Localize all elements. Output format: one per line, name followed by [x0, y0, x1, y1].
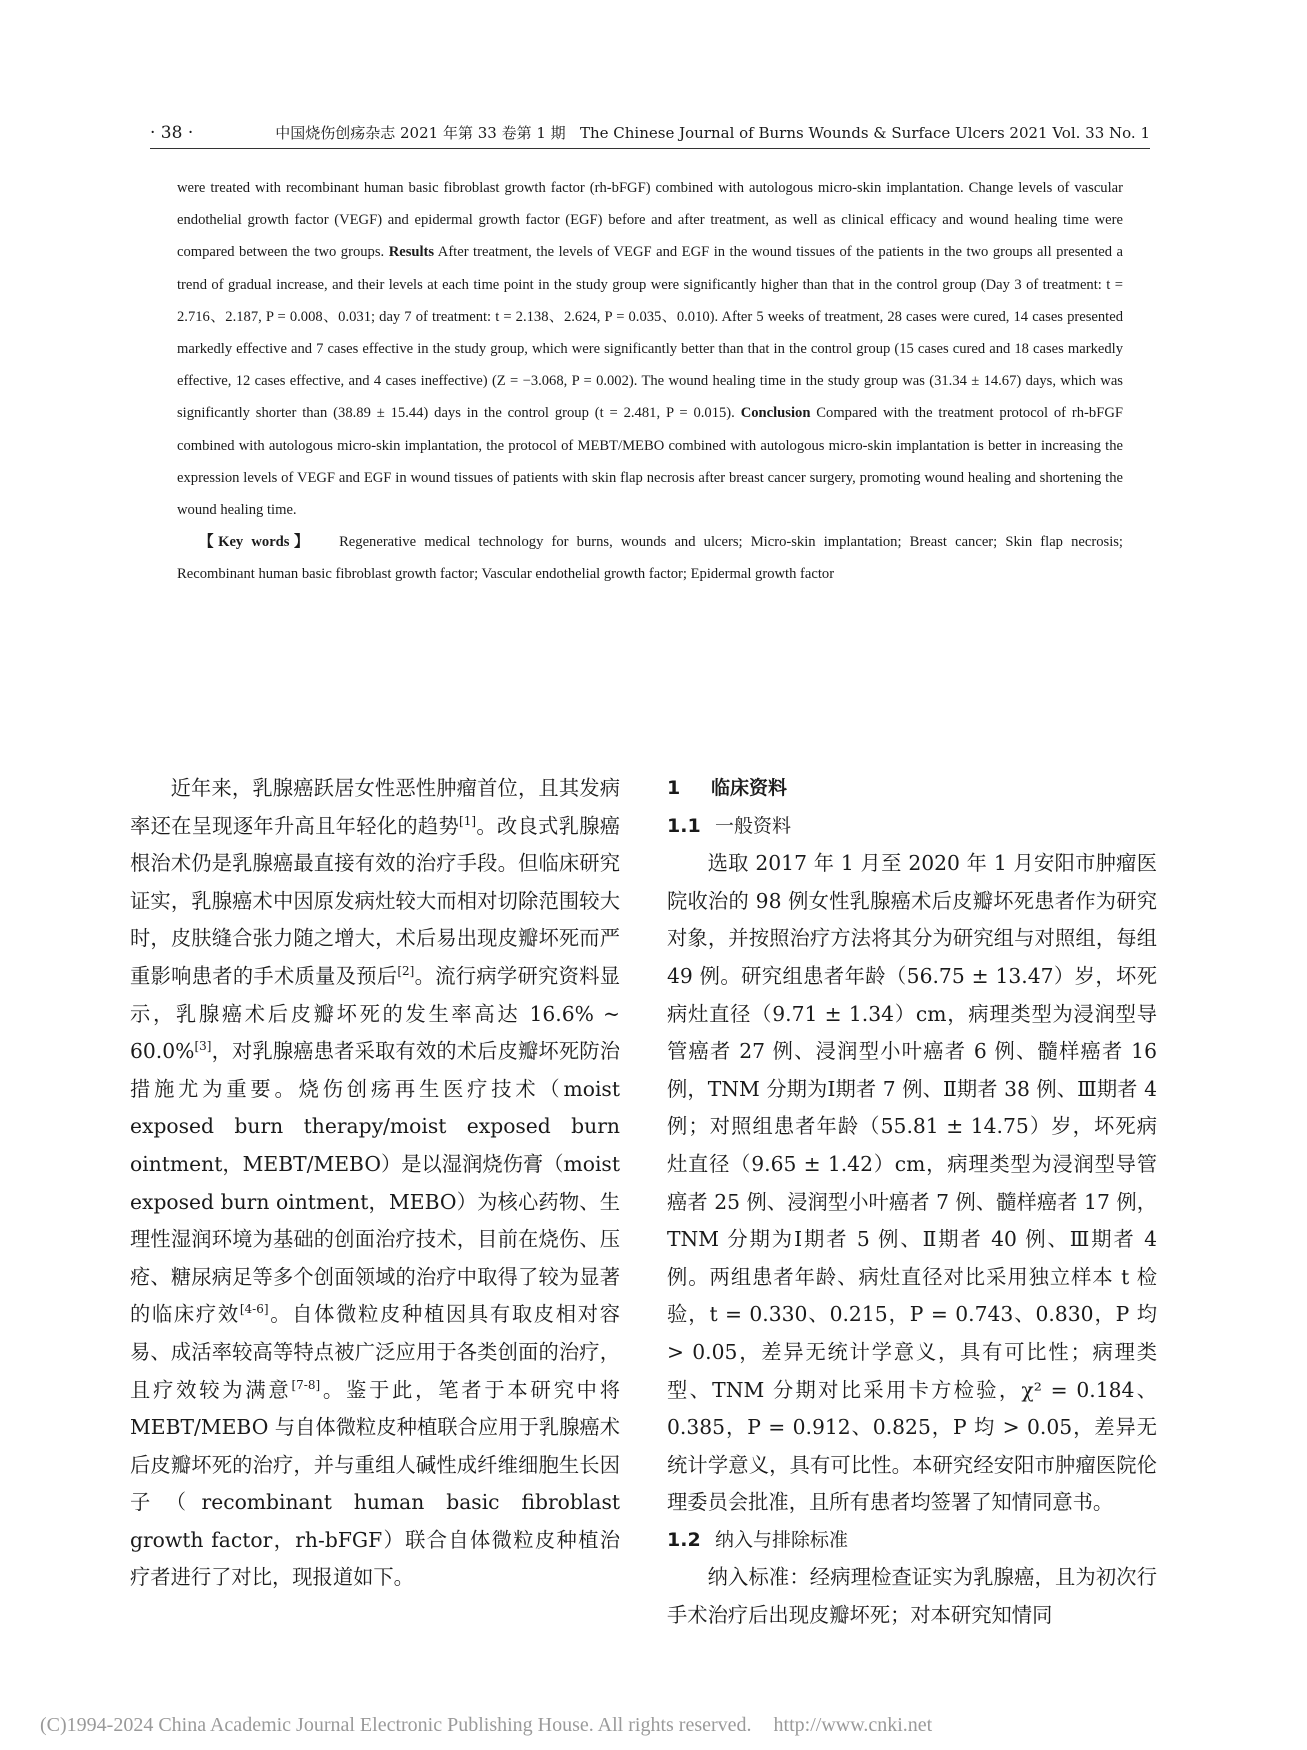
cnki-url[interactable]: http://www.cnki.net	[773, 1714, 933, 1736]
citation-3: [3]	[194, 1039, 212, 1054]
general-data-paragraph: 选取 2017 年 1 月至 2020 年 1 月安阳市肿瘤医院收治的 98 例女性乳腺癌术后皮瓣坏死患者作为研究对象，并按照治疗方法将其分为研究组与对照组，每组 49 例。研究组患者年龄（56.75 ± 13.47）岁，坏死病灶直径（9.71 ± 1.34）cm，病理类型为浸润型导管癌者 27 例、浸润型小叶癌者 6 例、髓样癌者 16 例，TNM 分期为Ⅰ期者 7 例、Ⅱ期者 38 例、Ⅲ期者 4 例；对照组患者年龄（55.81 ± 14.75）岁，坏死病灶直径（9.65 ± 1.42）cm，病理类型为浸润型导管癌者 25 例、浸润型小叶癌者 7 例、髓样癌者 17 例，TNM 分期为Ⅰ期者 5 例、Ⅱ期者 40 例、Ⅲ期者 4 例。两组患者年龄、病灶直径对比采用独立样本 t 检验，t = 0.330、0.215，P = 0.743、0.830，P 均 > 0.05，差异无统计学意义，具有可比性；病理类型、TNM 分期对比采用卡方检验，χ² = 0.184、0.385，P = 0.912、0.825，P 均 > 0.05，差异无统计学意义，具有可比性。本研究经安阳市肿瘤医院伦理委员会批准，且所有患者均签署了知情同意书。	[667, 851, 1157, 1515]
journal-name-cn: 中国烧伤创疡杂志 2021 年第 33 卷第 1 期	[275, 124, 566, 142]
keywords-text: Regenerative medical technology for burns, wounds and ulcers; Micro-skin implantation; Breast cancer; Skin flap necrosis; Recombinant human basic fibroblast growth factor; Vascular endothelial growth factor; Epidermal growth factor	[177, 534, 1123, 583]
citation-1: [1]	[459, 813, 477, 828]
criteria-paragraph: 纳入标准：经病理检查证实为乳腺癌，且为初次行手术治疗后出现皮瓣坏死；对本研究知情同	[667, 1565, 1157, 1628]
abstract-english	[177, 172, 1123, 591]
section-heading-clinical-data: 1 临床资料	[667, 777, 788, 799]
citation-7-8: [7-8]	[291, 1377, 321, 1392]
citation-4-6: [4-6]	[239, 1302, 269, 1317]
body-column-left	[130, 770, 620, 1597]
keywords-label: 【Key words】	[199, 534, 314, 551]
intro-paragraph: 近年来，乳腺癌跃居女性恶性肿瘤首位，且其发病率还在呈现逐年升高且年轻化的趋势[1]。改良式乳腺癌根治术仍是乳腺癌最直接有效的治疗手段。但临床研究证实，乳腺癌术中因原发病灶较大而相对切除范围较大时，皮肤缝合张力随之增大，术后易出现皮瓣坏死而严重影响患者的手术质量及预后[2]。流行病学研究资料显示，乳腺癌术后皮瓣坏死的发生率高达 16.6% ~ 60.0%[3]，对乳腺癌患者采取有效的术后皮瓣坏死防治措施尤为重要。烧伤创疡再生医疗技术（moist exposed burn therapy/moist exposed burn ointment，MEBT/MEBO）是以湿润烧伤膏（moist exposed burn ointment，MEBO）为核心药物、生理性湿润环境为基础的创面治疗技术，目前在烧伤、压疮、糖尿病足等多个创面领域的治疗中取得了较为显著的临床疗效[4-6]。自体微粒皮种植因具有取皮相对容易、成活率较高等特点被广泛应用于各类创面的治疗，且疗效较为满意[7-8]。鉴于此，笔者于本研究中将 MEBT/MEBO 与自体微粒皮种植联合应用于乳腺癌术后皮瓣坏死的治疗，并与重组人碱性成纤维细胞生长因子（recombinant human basic fibroblast growth factor，rh-bFGF）联合自体微粒皮种植治疗者进行了对比，现报道如下。	[130, 776, 620, 1590]
citation-2: [2]	[397, 964, 415, 979]
keywords	[177, 526, 1123, 590]
journal-info	[275, 118, 1150, 148]
abstract-paragraph: were treated with recombinant human basic fibroblast growth factor (rh-bFGF) combined with autologous micro-skin implantation. Change levels of vascular endothelial growth factor (VEGF) and epidermal growth factor (EGF) before and after treatment, as well as clinical efficacy and wound healing time were compared between the two groups. Results After treatment, the levels of VEGF and EGF in the wound tissues of the patients in the two groups all presented a trend of gradual increase, and their levels at each time point in the study group were significantly higher than that in the control group (Day 3 of treatment: t = 2.716、2.187, P = 0.008、0.031; day 7 of treatment: t = 2.138、2.624, P = 0.035、0.010). After 5 weeks of treatment, 28 cases were cured, 14 cases presented markedly effective and 7 cases effective in the study group, which were significantly better than that in the control group (15 cases cured and 18 cases markedly effective, 12 cases effective, and 4 cases ineffective) (Z = −3.068, P = 0.002). The wound healing time in the study group was (31.34 ± 14.67) days, which was significantly shorter than (38.89 ± 15.44) days in the control group (t = 2.481, P = 0.015). Conclusion Compared with the treatment protocol of rh-bFGF combined with autologous micro-skin implantation, the protocol of MEBT/MEBO combined with autologous micro-skin implantation is better in increasing the expression levels of VEGF and EGF in wound tissues of patients with skin flap necrosis after breast cancer surgery, promoting wound healing and shortening the wound healing time.	[177, 180, 1123, 519]
running-header	[150, 118, 1150, 149]
body-column-right	[667, 770, 1157, 1635]
journal-name-en: The Chinese Journal of Burns Wounds & Surface Ulcers 2021 Vol. 33 No. 1	[579, 124, 1150, 142]
conclusion-label: Conclusion	[740, 405, 811, 422]
copyright-text: (C)1994-2024 China Academic Journal Electronic Publishing House. All rights reserved.	[40, 1714, 752, 1736]
subsection-heading-criteria: 1.2 纳入与排除标准	[667, 1528, 849, 1551]
subsection-heading-general-data: 1.1 一般资料	[667, 814, 792, 837]
results-label: Results	[388, 244, 435, 261]
copyright-footer	[40, 1714, 1280, 1737]
page-number: · 38 ·	[150, 123, 194, 143]
